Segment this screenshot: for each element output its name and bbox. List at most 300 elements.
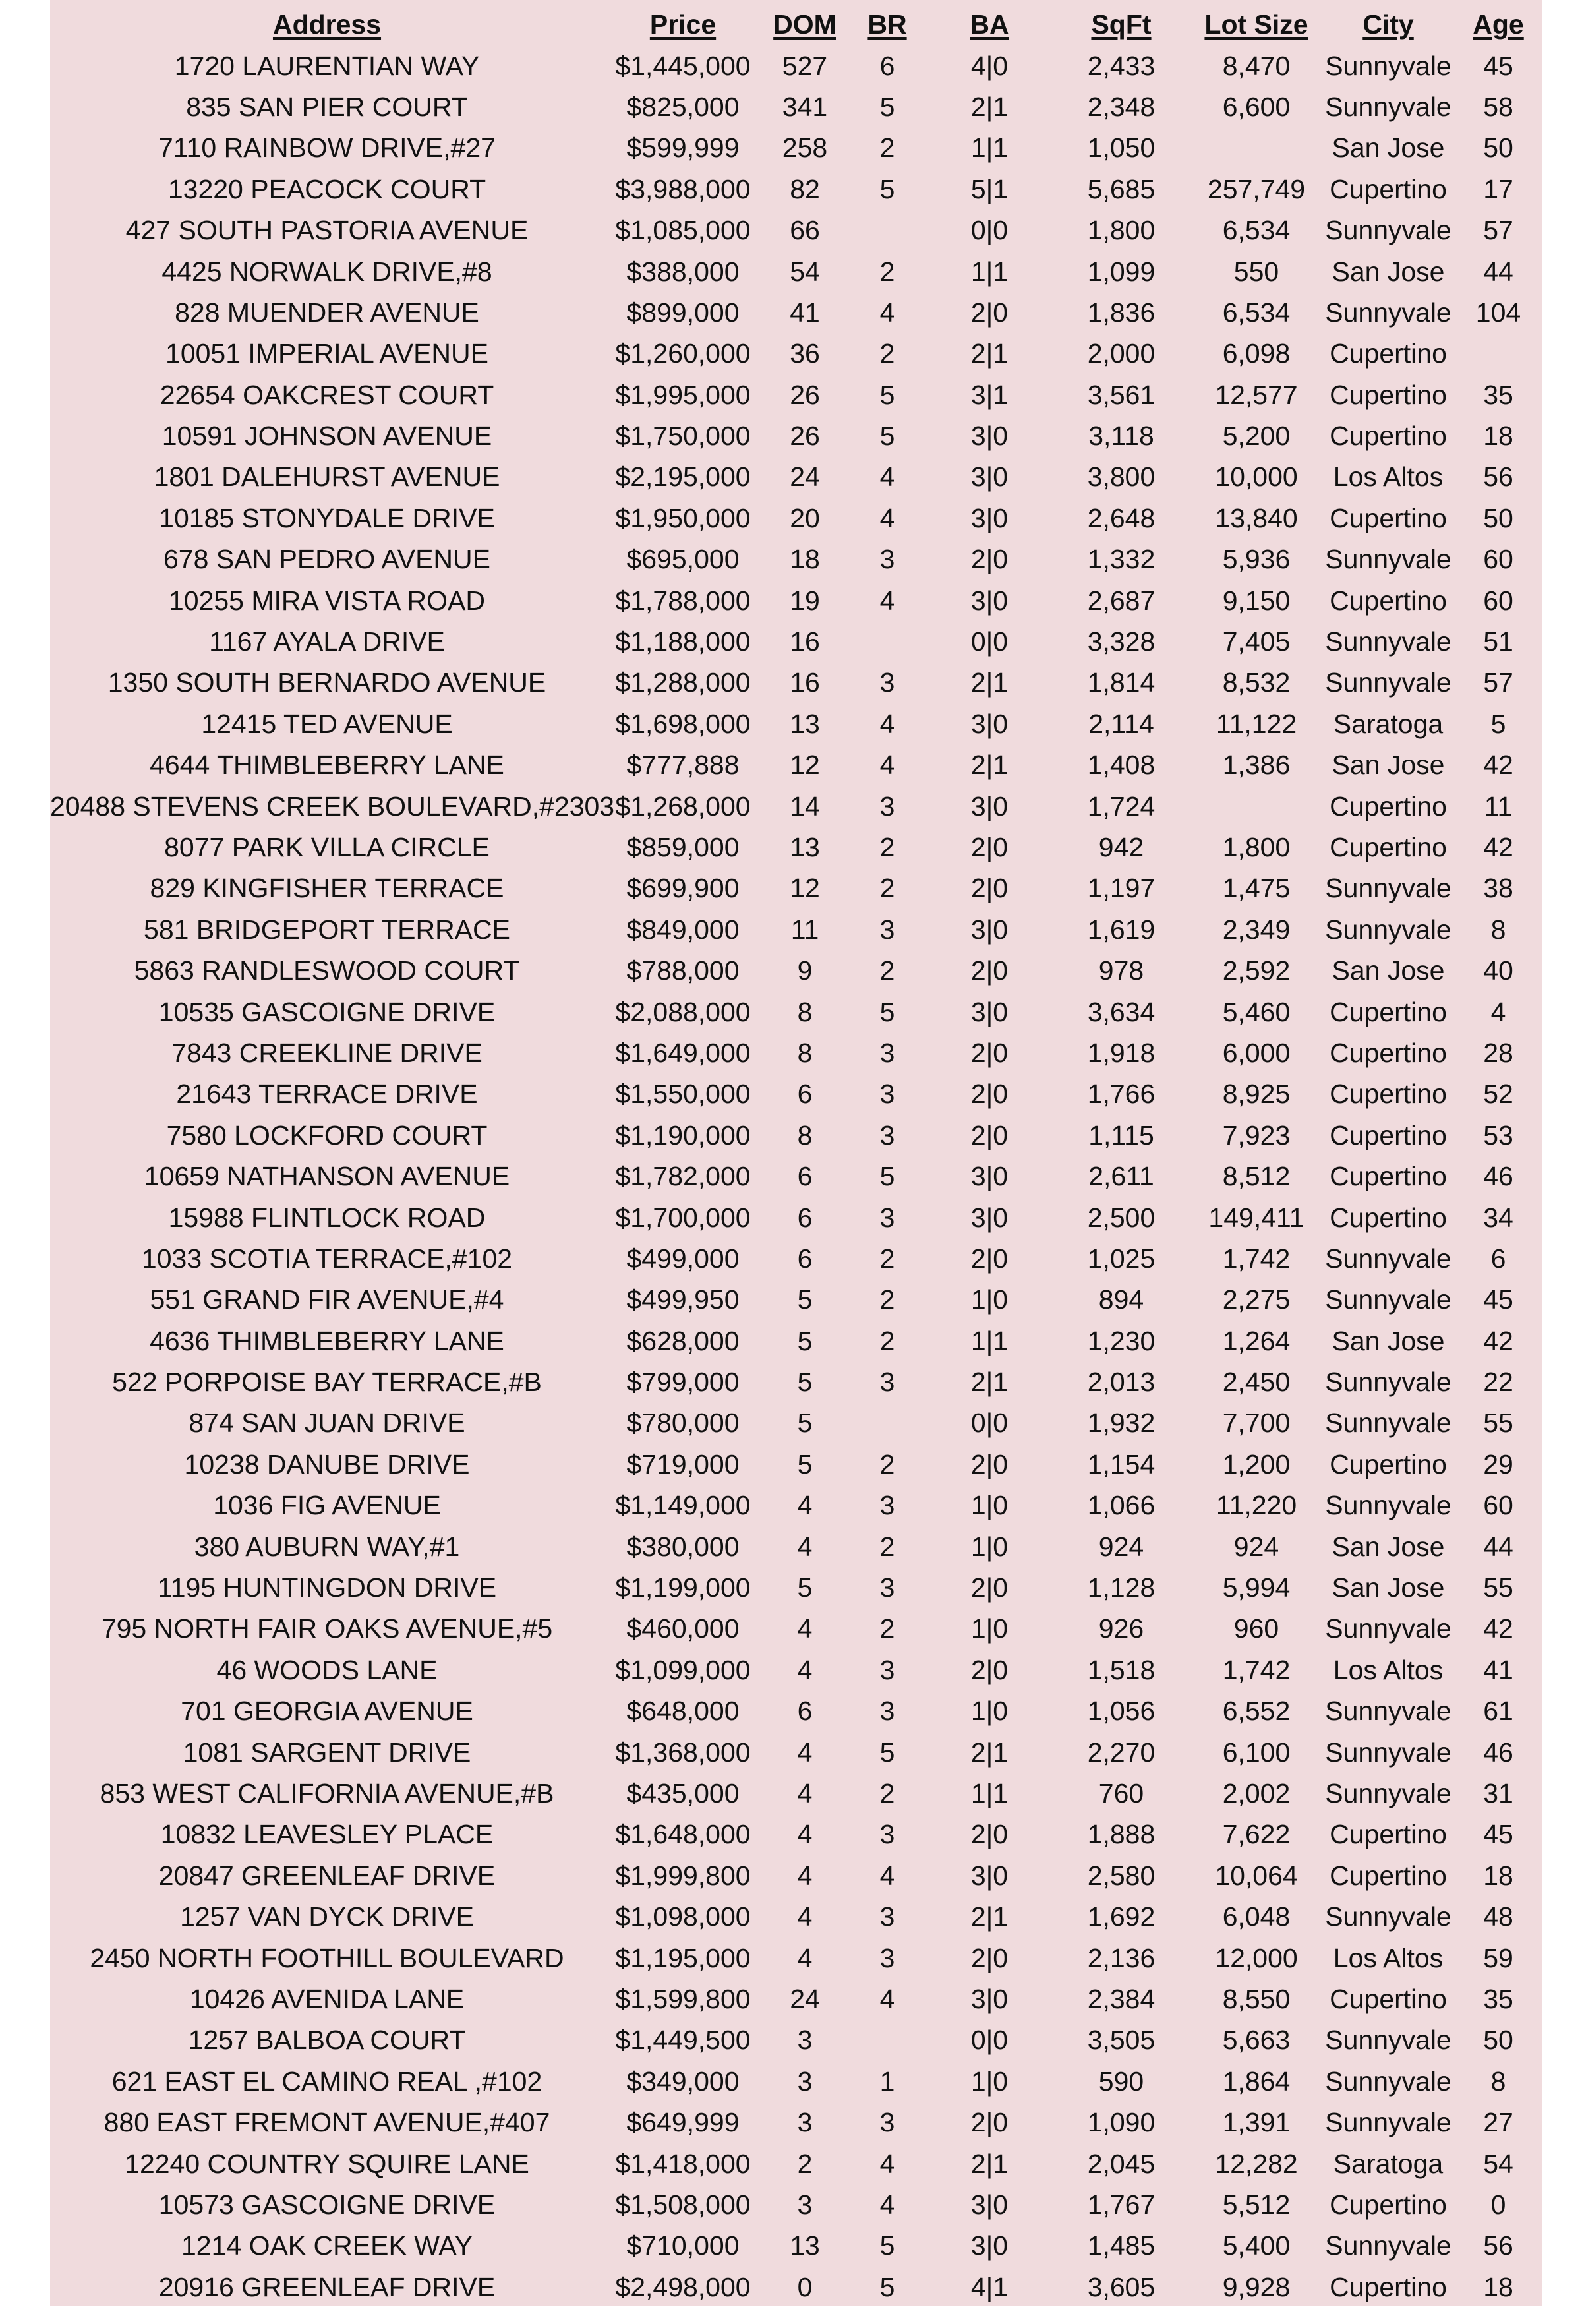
- header-city: City: [1362, 9, 1414, 40]
- cell-br: 3: [879, 1819, 895, 1850]
- table-row: [50, 868, 1542, 909]
- cell-dom: 13: [790, 708, 820, 739]
- cell-br: 3: [879, 1119, 895, 1150]
- cell-dom: 8: [797, 996, 813, 1027]
- cell-ba: 3|0: [970, 1161, 1009, 1192]
- cell-br: 3: [879, 1901, 895, 1932]
- cell-br: 3: [879, 790, 895, 821]
- table-row: [50, 703, 1542, 744]
- cell-br: 5: [879, 421, 895, 452]
- table-row: [50, 456, 1542, 497]
- cell-city: Cupertino: [1330, 996, 1447, 1027]
- cell-ba: 2|0: [970, 297, 1009, 328]
- cell-ba: 4|1: [970, 2271, 1009, 2302]
- cell-city: Los Altos: [1333, 462, 1444, 492]
- cell-city: San Jose: [1332, 133, 1445, 164]
- cell-sqft: 1,766: [1087, 1079, 1156, 1110]
- cell-dom: 3: [797, 2107, 813, 2138]
- cell-price: $648,000: [626, 1696, 740, 1727]
- header-dom: DOM: [773, 9, 836, 40]
- cell-ba: 2|1: [970, 2148, 1009, 2179]
- cell-address: 7110 RAINBOW DRIVE,#27: [158, 133, 496, 164]
- cell-ba: 2|1: [970, 1737, 1009, 1768]
- cell-age: 35: [1483, 1983, 1513, 2014]
- table-row: [50, 1115, 1542, 1156]
- table-row: [50, 292, 1542, 333]
- cell-dom: 12: [790, 873, 820, 904]
- cell-price: $1,149,000: [615, 1490, 751, 1521]
- cell-city: Cupertino: [1330, 1202, 1447, 1233]
- cell-city: Cupertino: [1330, 1119, 1447, 1150]
- header-ba: BA: [970, 9, 1009, 40]
- cell-age: 50: [1483, 2025, 1513, 2056]
- cell-address: 853 WEST CALIFORNIA AVENUE,#B: [100, 1777, 554, 1808]
- cell-price: $1,648,000: [615, 1819, 751, 1850]
- cell-ba: 3|0: [970, 1983, 1009, 2014]
- cell-price: $780,000: [626, 1408, 740, 1439]
- cell-city: Saratoga: [1333, 2148, 1444, 2179]
- cell-dom: 2: [797, 2148, 813, 2179]
- cell-sqft: 894: [1098, 1284, 1144, 1315]
- cell-ba: 2|0: [970, 1654, 1009, 1685]
- cell-lot-size: 13,840: [1215, 502, 1298, 533]
- table-row: [50, 1731, 1542, 1772]
- cell-city: Cupertino: [1330, 1037, 1447, 1068]
- cell-address: 7843 CREEKLINE DRIVE: [171, 1037, 483, 1068]
- cell-ba: 4|0: [970, 50, 1009, 81]
- cell-address: 4636 THIMBLEBERRY LANE: [150, 1325, 504, 1356]
- table-row: [50, 744, 1542, 785]
- cell-lot-size: 7,405: [1222, 626, 1291, 657]
- cell-city: Cupertino: [1330, 832, 1447, 862]
- cell-city: Saratoga: [1333, 708, 1444, 739]
- cell-ba: 2|1: [970, 1367, 1009, 1398]
- cell-lot-size: 12,577: [1215, 379, 1298, 410]
- cell-br: [848, 621, 927, 662]
- cell-br: 3: [879, 667, 895, 698]
- cell-br: 4: [879, 297, 895, 328]
- cell-dom: 4: [797, 1737, 813, 1768]
- cell-age: 34: [1483, 1202, 1513, 1233]
- cell-dom: 9: [797, 955, 813, 986]
- cell-lot-size: 9,150: [1222, 585, 1291, 616]
- cell-city: Sunnyvale: [1325, 91, 1451, 122]
- cell-br: 4: [879, 1983, 895, 2014]
- cell-dom: 4: [797, 1490, 813, 1521]
- cell-age: 48: [1483, 1901, 1513, 1932]
- cell-age: 52: [1483, 1079, 1513, 1110]
- cell-sqft: 1,090: [1087, 2107, 1156, 2138]
- cell-city: Sunnyvale: [1325, 2107, 1451, 2138]
- cell-lot-size: 257,749: [1207, 173, 1306, 204]
- cell-age: 45: [1483, 1284, 1513, 1315]
- cell-sqft: 1,115: [1088, 1119, 1154, 1150]
- cell-ba: 0|0: [970, 1408, 1009, 1439]
- cell-lot-size: 7,622: [1222, 1819, 1291, 1850]
- cell-dom: 4: [797, 1531, 813, 1562]
- table-row: [50, 2184, 1542, 2225]
- cell-sqft: 1,518: [1087, 1654, 1156, 1685]
- cell-age: 4: [1490, 996, 1506, 1027]
- table-row: [50, 251, 1542, 291]
- cell-city: Cupertino: [1330, 502, 1447, 533]
- cell-sqft: 2,114: [1088, 708, 1154, 739]
- cell-ba: 2|0: [970, 873, 1009, 904]
- cell-age: 11: [1484, 790, 1513, 821]
- cell-age: 45: [1483, 50, 1513, 81]
- table-row: [50, 991, 1542, 1032]
- cell-dom: 20: [790, 502, 820, 533]
- cell-dom: 3: [797, 2189, 813, 2220]
- cell-age: 41: [1483, 1654, 1513, 1685]
- cell-lot-size: 1,800: [1222, 832, 1291, 862]
- cell-ba: 3|0: [970, 996, 1009, 1027]
- cell-sqft: 1,619: [1087, 914, 1156, 945]
- cell-age: 42: [1483, 750, 1513, 781]
- cell-address: 551 GRAND FIR AVENUE,#4: [150, 1284, 504, 1315]
- cell-lot-size: 1,742: [1222, 1243, 1291, 1274]
- cell-price: $1,550,000: [615, 1079, 751, 1110]
- table-row: [50, 2143, 1542, 2184]
- cell-age: 8: [1490, 2066, 1506, 2097]
- cell-dom: 4: [797, 1860, 813, 1891]
- cell-ba: 2|1: [970, 667, 1009, 698]
- cell-age: 59: [1483, 1942, 1513, 1973]
- cell-br: 3: [879, 1367, 895, 1398]
- cell-dom: 5: [797, 1448, 813, 1479]
- cell-address: 1257 BALBOA COURT: [188, 2025, 466, 2056]
- cell-ba: 2|0: [970, 1119, 1009, 1150]
- cell-br: 4: [879, 2189, 895, 2220]
- cell-br: 4: [879, 750, 895, 781]
- cell-price: $499,950: [626, 1284, 740, 1315]
- cell-price: $1,782,000: [615, 1161, 751, 1192]
- cell-address: 1033 SCOTIA TERRACE,#102: [141, 1243, 513, 1274]
- cell-ba: 2|0: [970, 1819, 1009, 1850]
- cell-age: 55: [1483, 1408, 1513, 1439]
- cell-age: 44: [1483, 1531, 1513, 1562]
- cell-city: San Jose: [1332, 256, 1445, 287]
- table-row: [50, 785, 1542, 826]
- cell-address: 828 MUENDER AVENUE: [175, 297, 479, 328]
- cell-address: 1257 VAN DYCK DRIVE: [180, 1901, 474, 1932]
- cell-sqft: 3,505: [1087, 2025, 1156, 2056]
- cell-address: 5863 RANDLESWOOD COURT: [134, 955, 520, 986]
- table-row: [50, 1032, 1542, 1073]
- cell-br: 5: [879, 1737, 895, 1768]
- cell-ba: 2|1: [970, 91, 1009, 122]
- table-row: [50, 580, 1542, 620]
- cell-ba: 3|0: [970, 421, 1009, 452]
- cell-dom: 18: [790, 544, 820, 575]
- table-row: [50, 1650, 1542, 1690]
- cell-price: $3,988,000: [615, 173, 751, 204]
- cell-dom: 24: [790, 1983, 820, 2014]
- cell-address: 10238 DANUBE DRIVE: [184, 1448, 470, 1479]
- cell-dom: 6: [797, 1696, 813, 1727]
- header-lot-size: Lot Size: [1204, 9, 1308, 40]
- cell-ba: 2|0: [970, 1572, 1009, 1603]
- cell-lot-size: 11,122: [1216, 708, 1297, 739]
- cell-ba: 2|0: [970, 544, 1009, 575]
- cell-price: $1,268,000: [615, 790, 751, 821]
- cell-lot-size: 6,552: [1222, 1696, 1291, 1727]
- cell-ba: 1|1: [970, 1325, 1009, 1356]
- cell-lot-size: 550: [1233, 256, 1279, 287]
- table-row: [50, 45, 1542, 86]
- cell-city: Sunnyvale: [1325, 2066, 1451, 2097]
- cell-age: 57: [1483, 667, 1513, 698]
- cell-address: 1720 LAURENTIAN WAY: [174, 50, 480, 81]
- cell-dom: 6: [797, 1161, 813, 1192]
- cell-address: 835 SAN PIER COURT: [186, 91, 468, 122]
- cell-dom: 26: [790, 421, 820, 452]
- cell-price: $349,000: [626, 2066, 740, 2097]
- cell-lot-size: 12,000: [1215, 1942, 1298, 1973]
- cell-address: 380 AUBURN WAY,#1: [194, 1531, 460, 1562]
- cell-age: 54: [1483, 2148, 1513, 2179]
- cell-price: $719,000: [626, 1448, 740, 1479]
- cell-sqft: 1,800: [1087, 215, 1156, 246]
- cell-age: 57: [1483, 215, 1513, 246]
- cell-age: 56: [1483, 462, 1513, 492]
- cell-sqft: 1,932: [1087, 1408, 1156, 1439]
- cell-city: Cupertino: [1330, 1860, 1447, 1891]
- cell-sqft: 1,332: [1087, 544, 1156, 575]
- cell-age: 42: [1483, 832, 1513, 862]
- cell-br: 2: [879, 256, 895, 287]
- cell-lot-size: 5,936: [1222, 544, 1291, 575]
- cell-address: 20847 GREENLEAF DRIVE: [158, 1860, 496, 1891]
- cell-city: Los Altos: [1333, 1942, 1444, 1973]
- cell-address: 880 EAST FREMONT AVENUE,#407: [103, 2107, 550, 2138]
- cell-city: Sunnyvale: [1325, 2025, 1451, 2056]
- cell-price: $1,788,000: [615, 585, 751, 616]
- table-row: [50, 1073, 1542, 1114]
- cell-price: $1,700,000: [615, 1202, 751, 1233]
- cell-address: 10255 MIRA VISTA ROAD: [168, 585, 486, 616]
- cell-age: 60: [1483, 544, 1513, 575]
- cell-lot-size: 2,450: [1222, 1367, 1291, 1398]
- table-row: [50, 1485, 1542, 1526]
- header-age: Age: [1473, 9, 1524, 40]
- cell-sqft: 2,500: [1087, 1202, 1156, 1233]
- cell-age: 22: [1483, 1367, 1513, 1398]
- cell-lot-size: 12,282: [1215, 2148, 1298, 2179]
- cell-price: $710,000: [626, 2230, 740, 2261]
- cell-age: 38: [1483, 873, 1513, 904]
- cell-city: San Jose: [1332, 1572, 1445, 1603]
- table-row: [50, 2019, 1542, 2060]
- cell-ba: 3|0: [970, 2189, 1009, 2220]
- cell-lot-size: 2,002: [1222, 1777, 1291, 1808]
- cell-city: Cupertino: [1330, 2271, 1447, 2302]
- cell-dom: 3: [797, 2066, 813, 2097]
- cell-city: Sunnyvale: [1325, 297, 1451, 328]
- table-row: [50, 1197, 1542, 1237]
- cell-sqft: 2,648: [1087, 502, 1156, 533]
- cell-br: 2: [879, 1777, 895, 1808]
- cell-age: 46: [1483, 1737, 1513, 1768]
- cell-price: $388,000: [626, 256, 740, 287]
- cell-sqft: 942: [1098, 832, 1144, 862]
- table-row: [50, 210, 1542, 251]
- cell-ba: 3|0: [970, 1860, 1009, 1891]
- cell-city: Cupertino: [1330, 173, 1447, 204]
- cell-city: Sunnyvale: [1325, 626, 1451, 657]
- cell-dom: 5: [797, 1408, 813, 1439]
- cell-address: 621 EAST EL CAMINO REAL ,#102: [111, 2066, 542, 2097]
- table-row: [50, 1279, 1542, 1320]
- cell-lot-size: 1,264: [1222, 1325, 1291, 1356]
- cell-sqft: 590: [1098, 2066, 1144, 2097]
- cell-price: $1,368,000: [615, 1737, 751, 1768]
- header-row: [50, 4, 1542, 45]
- cell-price: $1,099,000: [615, 1654, 751, 1685]
- cell-dom: 5: [797, 1325, 813, 1356]
- table-row: [50, 950, 1542, 991]
- cell-lot-size: 924: [1233, 1531, 1279, 1562]
- cell-price: $1,085,000: [615, 215, 751, 246]
- cell-br: 4: [879, 502, 895, 533]
- cell-address: 427 SOUTH PASTORIA AVENUE: [125, 215, 529, 246]
- cell-br: 3: [879, 1572, 895, 1603]
- table-row: [50, 1979, 1542, 2019]
- cell-br: 4: [879, 462, 895, 492]
- cell-age: 46: [1483, 1161, 1513, 1192]
- table-row: [50, 909, 1542, 950]
- cell-br: 4: [879, 1860, 895, 1891]
- cell-city: Sunnyvale: [1325, 50, 1451, 81]
- table-row: [50, 127, 1542, 168]
- cell-dom: 3: [797, 2025, 813, 2056]
- cell-age: 8: [1490, 914, 1506, 945]
- cell-lot-size: 6,000: [1222, 1037, 1291, 1068]
- cell-address: 874 SAN JUAN DRIVE: [189, 1408, 465, 1439]
- cell-lot-size: 8,532: [1222, 667, 1291, 698]
- header-br: BR: [867, 9, 907, 40]
- cell-city: Sunnyvale: [1325, 1284, 1451, 1315]
- cell-price: $649,999: [626, 2107, 740, 2138]
- table-row: [50, 86, 1542, 127]
- cell-sqft: 1,485: [1087, 2230, 1156, 2261]
- cell-city: Cupertino: [1330, 1079, 1447, 1110]
- cell-lot-size: 2,349: [1222, 914, 1291, 945]
- cell-br: 3: [879, 1079, 895, 1110]
- cell-price: $1,999,800: [615, 1860, 751, 1891]
- cell-price: $2,498,000: [615, 2271, 751, 2302]
- cell-dom: 16: [790, 626, 820, 657]
- cell-age: 5: [1490, 708, 1506, 739]
- cell-address: 10426 AVENIDA LANE: [189, 1983, 465, 2014]
- cell-price: $699,900: [626, 873, 740, 904]
- cell-dom: 36: [790, 338, 820, 369]
- cell-age: 35: [1483, 379, 1513, 410]
- cell-city: Sunnyvale: [1325, 2230, 1451, 2261]
- cell-price: $777,888: [626, 750, 740, 781]
- cell-ba: 2|0: [970, 955, 1009, 986]
- table-row: [50, 1238, 1542, 1279]
- table-row: [50, 1855, 1542, 1896]
- cell-price: $380,000: [626, 1531, 740, 1562]
- cell-age: 56: [1483, 2230, 1513, 2261]
- cell-age: 28: [1483, 1037, 1513, 1068]
- cell-address: 1195 HUNTINGDON DRIVE: [157, 1572, 497, 1603]
- cell-br: 2: [879, 1531, 895, 1562]
- cell-city: Sunnyvale: [1325, 1613, 1451, 1644]
- cell-lot-size: 5,200: [1222, 421, 1291, 452]
- cell-age: 42: [1483, 1613, 1513, 1644]
- cell-dom: 6: [797, 1202, 813, 1233]
- cell-ba: 1|0: [970, 1531, 1009, 1562]
- cell-ba: 1|0: [970, 1284, 1009, 1315]
- cell-sqft: 2,136: [1087, 1942, 1156, 1973]
- cell-address: 7580 LOCKFORD COURT: [166, 1119, 488, 1150]
- cell-address: 10573 GASCOIGNE DRIVE: [158, 2189, 496, 2220]
- cell-lot-size: 2,592: [1222, 955, 1291, 986]
- cell-price: $1,195,000: [615, 1942, 751, 1973]
- cell-address: 1214 OAK CREEK WAY: [181, 2230, 473, 2261]
- cell-lot-size: [1190, 127, 1322, 168]
- table-row: [50, 1402, 1542, 1443]
- cell-ba: 2|1: [970, 338, 1009, 369]
- cell-dom: 5: [797, 1572, 813, 1603]
- cell-lot-size: 1,742: [1222, 1654, 1291, 1685]
- cell-lot-size: 8,470: [1222, 50, 1291, 81]
- cell-ba: 0|0: [970, 626, 1009, 657]
- cell-sqft: 760: [1098, 1777, 1144, 1808]
- cell-sqft: 2,580: [1087, 1860, 1156, 1891]
- cell-age: 53: [1483, 1119, 1513, 1150]
- cell-lot-size: 9,928: [1222, 2271, 1291, 2302]
- cell-sqft: 2,000: [1087, 338, 1156, 369]
- cell-age: 18: [1483, 1860, 1513, 1891]
- cell-sqft: 1,050: [1087, 133, 1156, 164]
- table-row: [50, 1361, 1542, 1402]
- cell-price: $435,000: [626, 1777, 740, 1808]
- cell-br: 5: [879, 91, 895, 122]
- table-row: [50, 1773, 1542, 1814]
- cell-age: 44: [1483, 256, 1513, 287]
- cell-address: 1167 AYALA DRIVE: [209, 626, 445, 657]
- cell-city: Sunnyvale: [1325, 873, 1451, 904]
- cell-sqft: 1,066: [1087, 1490, 1156, 1521]
- cell-age: 61: [1483, 1696, 1513, 1727]
- cell-age: 50: [1483, 133, 1513, 164]
- cell-age: 104: [1475, 297, 1521, 328]
- cell-city: Sunnyvale: [1325, 215, 1451, 246]
- table-row: [50, 1526, 1542, 1566]
- cell-sqft: 1,197: [1087, 873, 1156, 904]
- cell-age: 6: [1490, 1243, 1506, 1274]
- cell-address: 10051 IMPERIAL AVENUE: [165, 338, 488, 369]
- cell-address: 21643 TERRACE DRIVE: [176, 1079, 478, 1110]
- cell-ba: 3|0: [970, 708, 1009, 739]
- cell-lot-size: 1,475: [1222, 873, 1291, 904]
- cell-br: 1: [879, 2066, 895, 2097]
- cell-br: 4: [879, 708, 895, 739]
- cell-price: $1,599,800: [615, 1983, 751, 2014]
- cell-br: 3: [879, 544, 895, 575]
- cell-sqft: 1,154: [1087, 1448, 1156, 1479]
- cell-ba: 3|0: [970, 1202, 1009, 1233]
- cell-dom: 0: [797, 2271, 813, 2302]
- cell-dom: 16: [790, 667, 820, 698]
- cell-address: 522 PORPOISE BAY TERRACE,#B: [112, 1367, 542, 1398]
- cell-br: 3: [879, 1202, 895, 1233]
- cell-city: Cupertino: [1330, 379, 1447, 410]
- cell-lot-size: 2,275: [1222, 1284, 1291, 1315]
